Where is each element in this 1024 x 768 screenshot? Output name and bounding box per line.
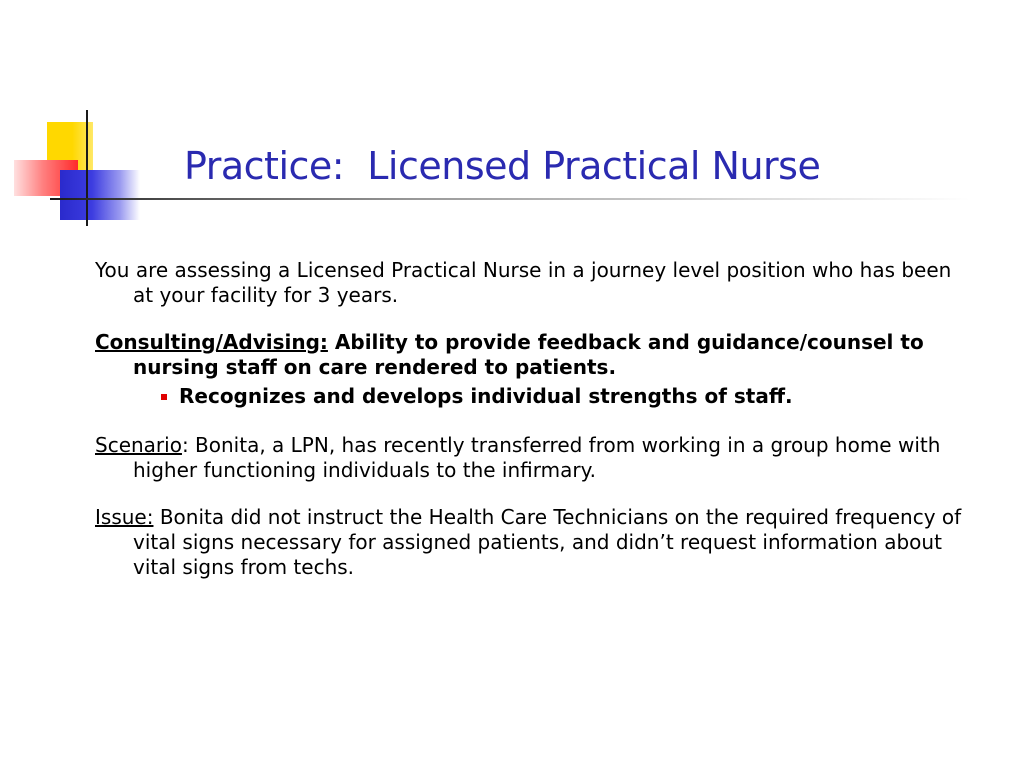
intro-paragraph: You are assessing a Licensed Practical Nurse in a journey level position who has been at your facility for 3 years. — [95, 258, 952, 307]
decor-vertical-line — [86, 110, 88, 226]
slide-title: Practice: Licensed Practical Nurse — [184, 144, 821, 188]
competency-paragraph — [95, 330, 975, 380]
competency-label: Consulting/Advising: — [95, 330, 328, 354]
scenario-paragraph — [95, 433, 975, 483]
scenario-text: : Bonita, a LPN, has recently transferred from working in a group home with higher functioning individuals to the infirmary. — [133, 433, 941, 482]
decor-blue-square — [60, 170, 140, 220]
competency-text: Ability to provide feedback and guidance/counsel to nursing staff on care rendered to patients. — [133, 330, 924, 379]
slide-body — [95, 258, 975, 602]
issue-label: Issue: — [95, 505, 154, 529]
competency-bullet-item — [95, 384, 975, 409]
issue-paragraph — [95, 505, 975, 580]
issue-text: Bonita did not instruct the Health Care Technicians on the required frequency of vital signs necessary for assigned patients, and didn’t request information about vital signs from techs. — [133, 505, 962, 579]
title-underline — [50, 198, 970, 200]
scenario-label: Scenario — [95, 433, 182, 457]
bullet-square-icon — [161, 394, 167, 400]
competency-bullet-text: Recognizes and develops individual strengths of staff. — [179, 384, 793, 408]
